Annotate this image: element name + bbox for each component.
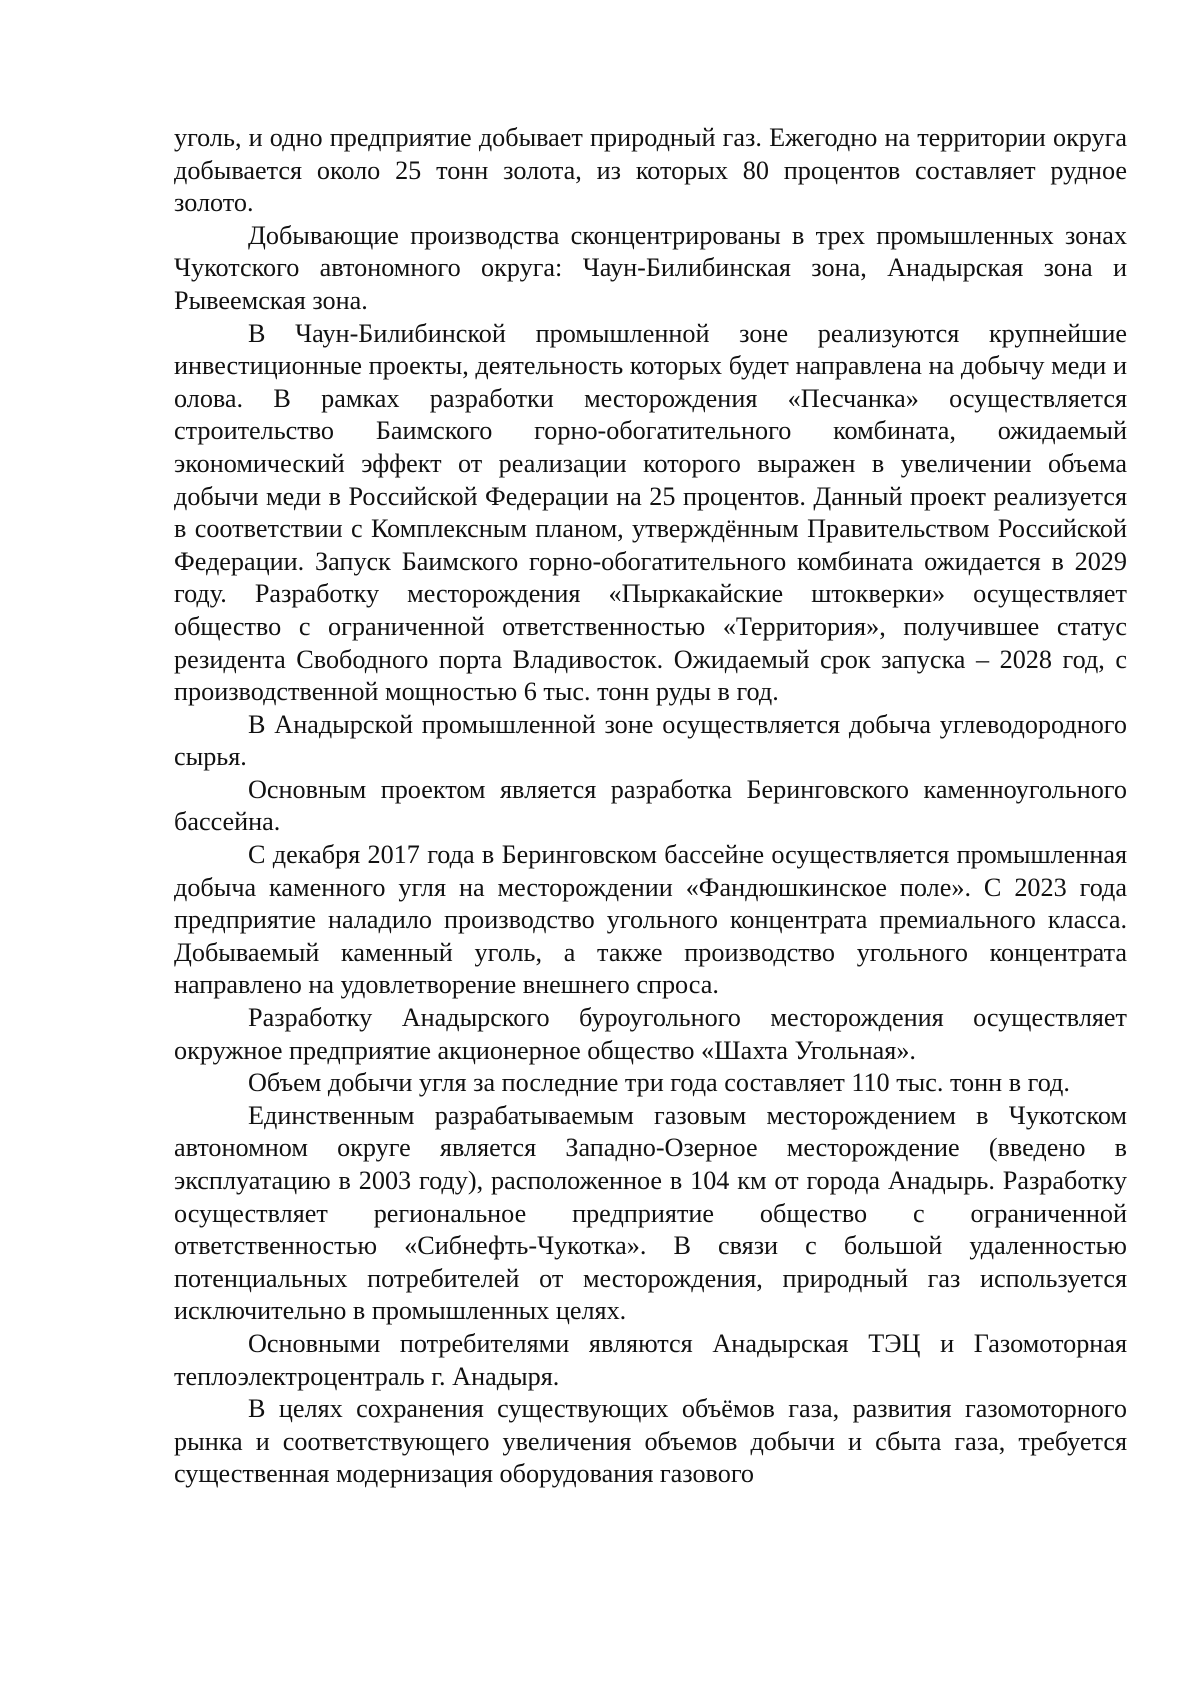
paragraph-continuation: уголь, и одно предприятие добывает природный газ. Ежегодно на территории округа добывается около 25 тонн золота, из которых 80 процентов составляет рудное золото. bbox=[174, 123, 1127, 218]
paragraph-anadyr-coal-deposit: Разработку Анадырского буроугольного месторождения осуществляет окружное предприятие акционерное общество «Шахта Угольная». bbox=[174, 1003, 1127, 1065]
paragraph-bering-basin: С декабря 2017 года в Беринговском бассейне осуществляется промышленная добыча каменного угля на месторождении «Фандюшкинское поле». С 2023 года предприятие наладило производство угольного концентрата премиального класса. Добываемый каменный уголь, а также производство угольного концентрата направлено на удовлетворение внешнего спроса. bbox=[174, 840, 1127, 1000]
paragraph-modernization: В целях сохранения существующих объёмов газа, развития газомоторного рынка и соответствующего увеличения объемов добычи и сбыта газа, требуется существенная модернизация оборудования газового bbox=[174, 1394, 1127, 1489]
paragraph-coal-volume: Объем добычи угля за последние три года составляет 110 тыс. тонн в год. bbox=[248, 1068, 1070, 1098]
paragraph-chaun-bilibino-zone: В Чаун-Билибинской промышленной зоне реализуются крупнейшие инвестиционные проекты, деятельность которых будет направлена на добычу меди и олова. В рамках разработки месторождения «Песчанка» осуществляется строительство Баимского горно-обогатительного комбината, ожидаемый экономический эффект от реализации которого выражен в увеличении объема добычи меди в Российской Федерации на 25 процентов. Данный проект реализуется в соответствии с Комплексным планом, утверждённым Правительством Российской Федерации. Запуск Баимского горно-обогатительного комбината ожидается в 2029 году. Разработку месторождения «Пыркакайские штокверки» осуществляет общество с ограниченной ответственностью «Территория», получившее статус резидента Свободного порта Владивосток. Ожидаемый срок запуска – 2028 год, с производственной мощностью 6 тыс. тонн руды в год. bbox=[174, 318, 1127, 707]
document-body bbox=[174, 122, 1127, 1491]
paragraph-industrial-zones: Добывающие производства сконцентрированы в трех промышленных зонах Чукотского автономного округа: Чаун-Билибинская зона, Анадырская зона и Рывеемская зона. bbox=[174, 220, 1127, 315]
paragraph-gas-consumers: Основными потребителями являются Анадырская ТЭЦ и Газомоторная теплоэлектроцентраль г. Анадыря. bbox=[174, 1328, 1127, 1391]
paragraph-gas-deposit: Единственным разрабатываемым газовым месторождением в Чукотском автономном округе является Западно-Озерное месторождение (введено в эксплуатацию в 2003 году), расположенное в 104 км от города Анадырь. Разработку осуществляет региональное предприятие общество с ограниченной ответственностью «Сибнефть-Чукотка». В связи с большой удаленностью потенциальных потребителей от месторождения, природный газ используется исключительно в промышленных целях. bbox=[174, 1100, 1127, 1326]
paragraph-anadyr-zone: В Анадырской промышленной зоне осуществляется добыча углеводородного сырья. bbox=[174, 709, 1127, 772]
paragraph-main-project: Основным проектом является разработка Беринговского каменноугольного бассейна. bbox=[174, 774, 1127, 837]
